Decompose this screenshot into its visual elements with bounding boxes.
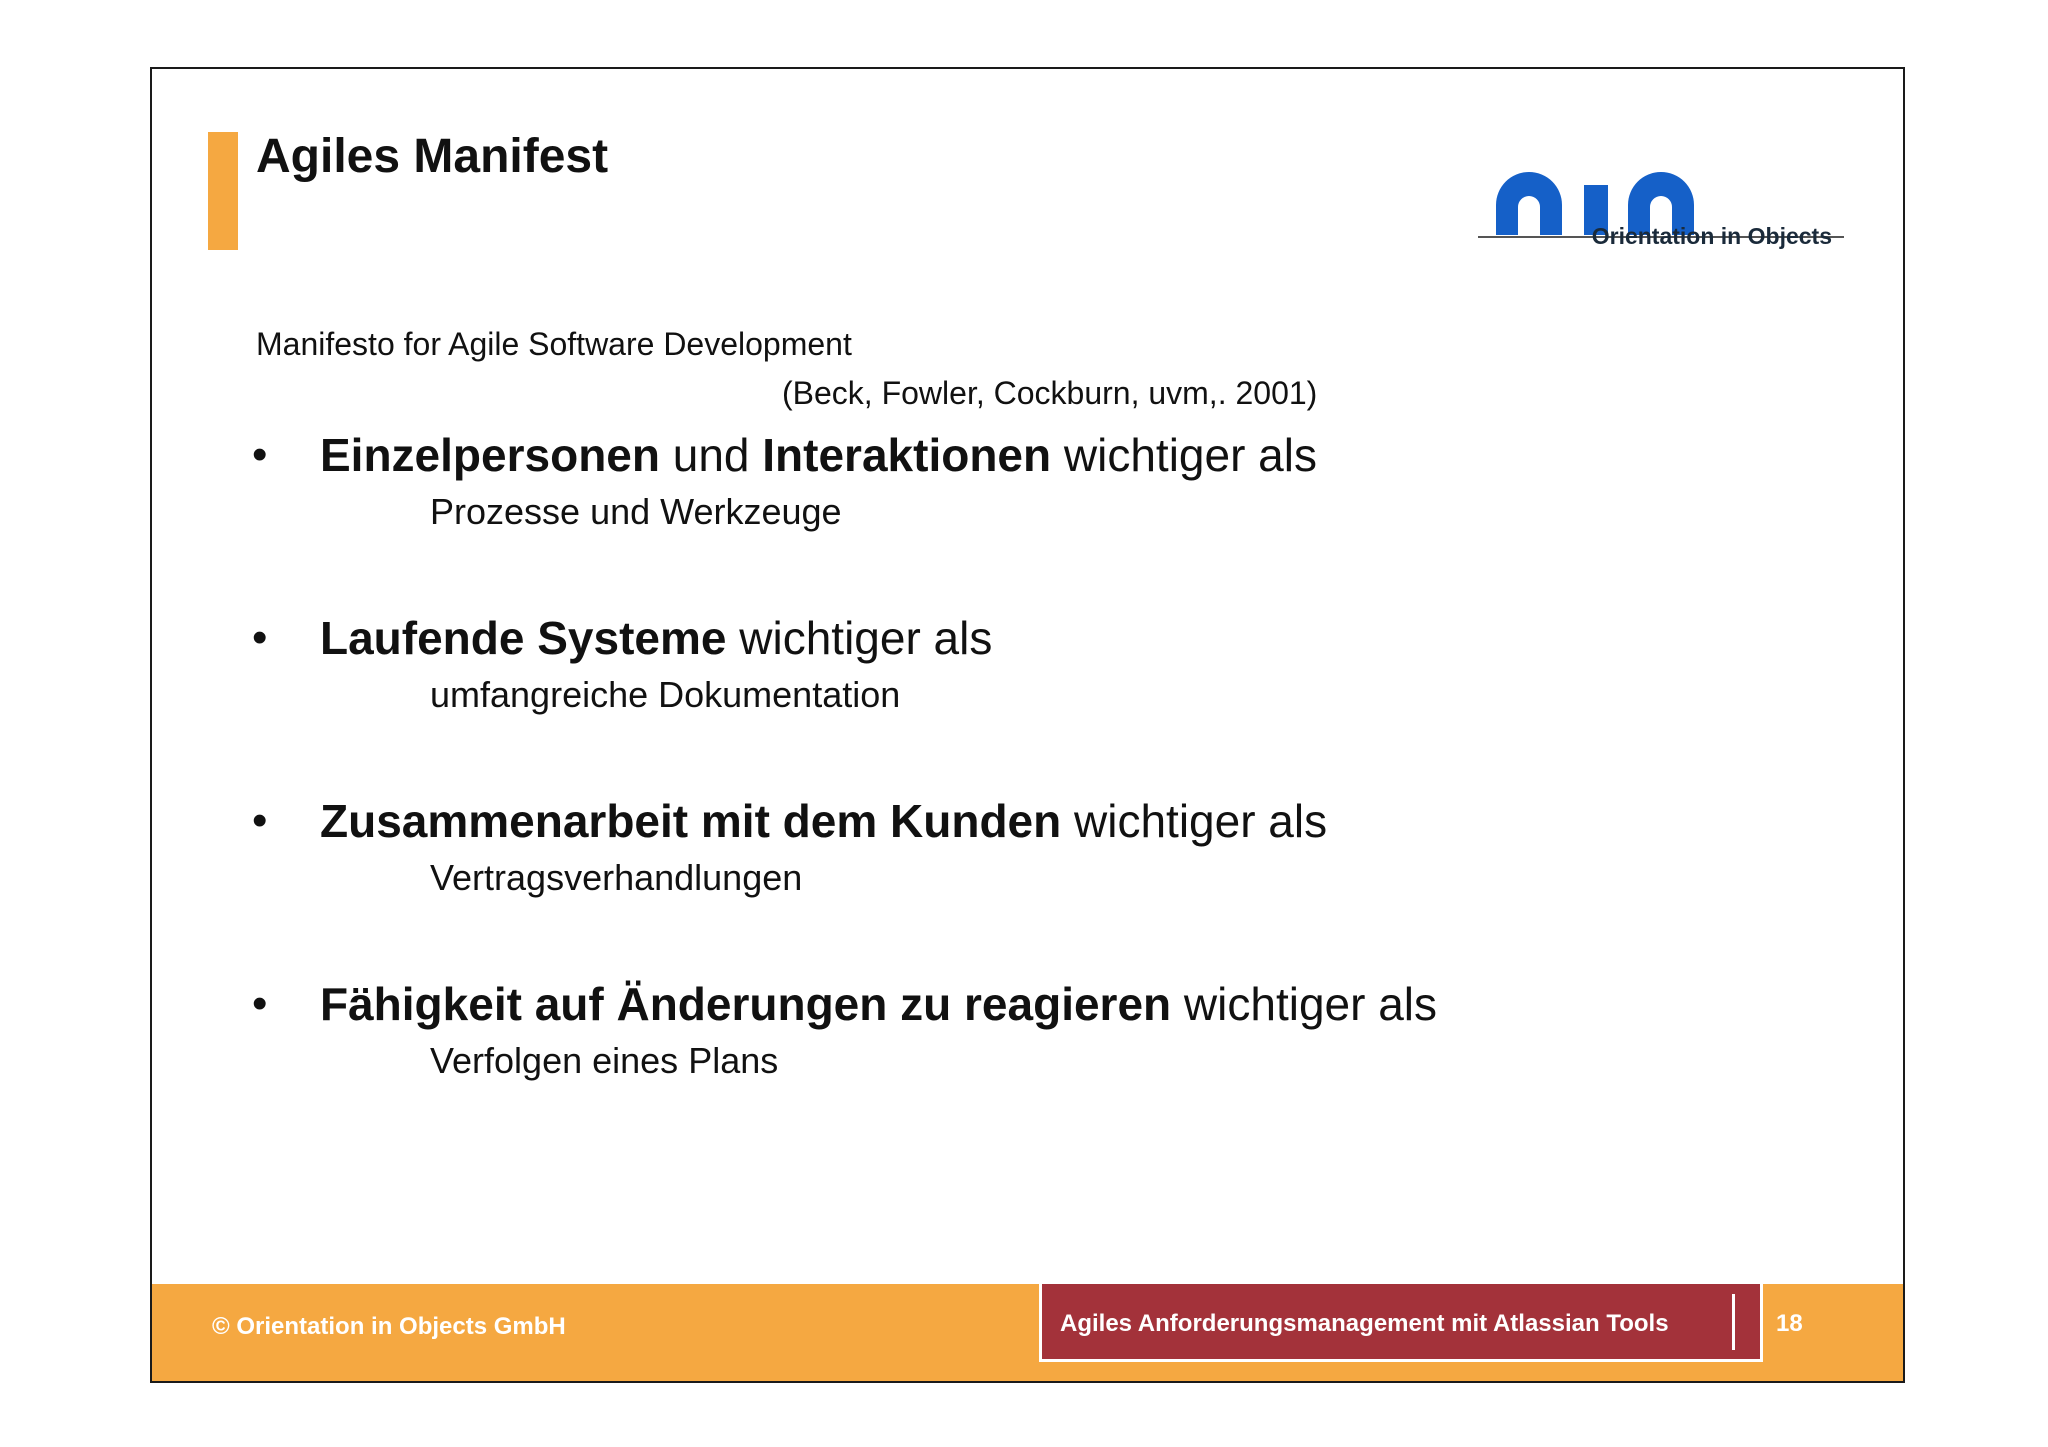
value-emphasis: Einzelpersonen [320, 429, 660, 481]
bullet-point: • [252, 979, 268, 1028]
manifesto-subtitle: Manifesto for Agile Software Development [256, 326, 852, 362]
value-emphasis: Laufende Systeme [320, 612, 727, 664]
footer-course-title: Agiles Anforderungsmanagement mit Atlassian Tools [1060, 1310, 1669, 1337]
footer [152, 1284, 1903, 1383]
value-text: und [659, 429, 763, 481]
value-text: wichtiger als [726, 612, 993, 664]
manifesto-authors: (Beck, Fowler, Cockburn, uvm,. 2001) [782, 375, 1318, 411]
footer-copyright: © Orientation in Objects GmbH [212, 1313, 566, 1340]
value-statement [320, 793, 1327, 849]
title-accent-bar [208, 132, 238, 250]
bullet-point: • [252, 430, 268, 479]
value-text: wichtiger als [1061, 795, 1328, 847]
page-number: 18 [1776, 1310, 1803, 1337]
logo-tagline: Orientation in Objects [1591, 223, 1832, 249]
value-emphasis: Interaktionen [762, 429, 1052, 481]
value-text: wichtiger als [1171, 978, 1438, 1030]
value-comparison: umfangreiche Dokumentation [430, 674, 901, 715]
bullet-point: • [252, 613, 268, 662]
oio-logo [1476, 145, 1848, 257]
bullet-point: • [252, 796, 268, 845]
value-emphasis: Fähigkeit auf Änderungen zu reagieren [320, 978, 1172, 1030]
value-statement [320, 976, 1437, 1032]
value-text: wichtiger als [1051, 429, 1317, 481]
page-title: Agiles Manifest [256, 130, 609, 183]
footer-course-box [1039, 1284, 1803, 1362]
footer-divider [1732, 1294, 1735, 1350]
slide [150, 67, 1905, 1383]
value-statement [320, 610, 992, 666]
value-emphasis: Zusammenarbeit mit dem Kunden [320, 795, 1062, 847]
value-comparison: Vertragsverhandlungen [430, 857, 803, 898]
value-statement [320, 427, 1317, 483]
value-comparison: Prozesse und Werkzeuge [430, 491, 842, 532]
value-comparison: Verfolgen eines Plans [430, 1040, 779, 1081]
